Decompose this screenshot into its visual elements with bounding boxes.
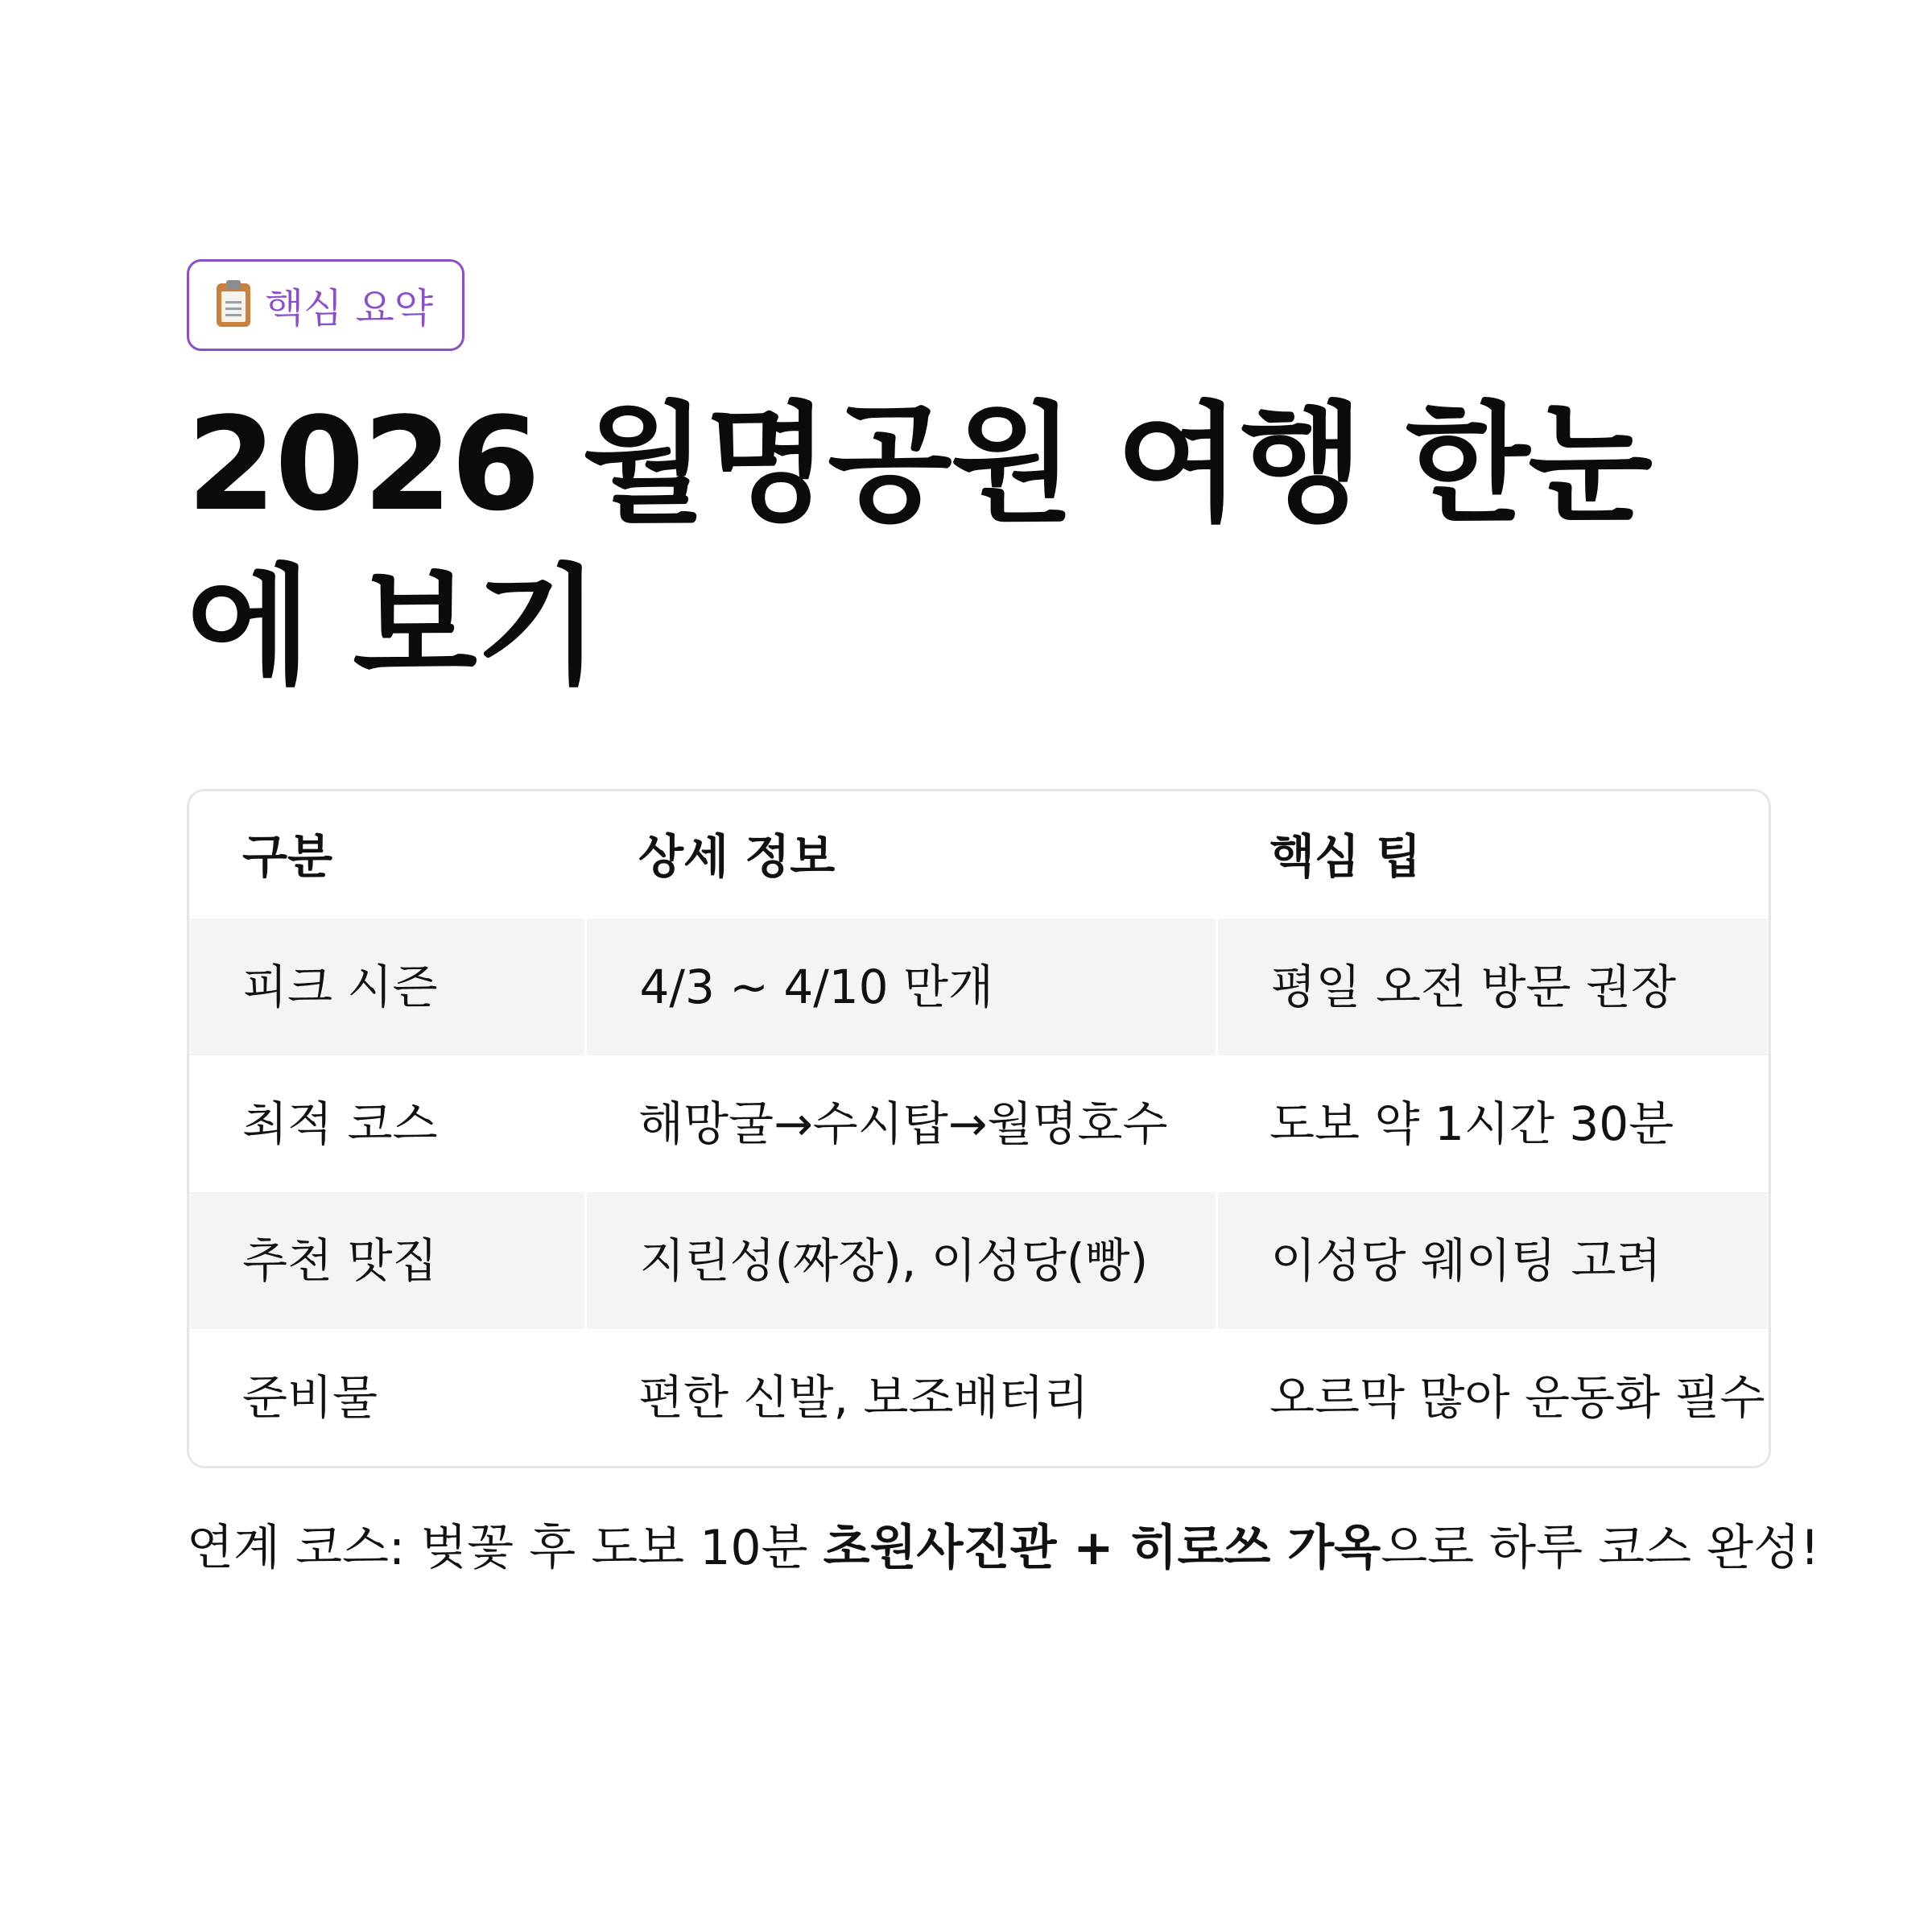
table-row [189,1192,1769,1329]
table-cell: 이성당 웨이팅 고려 [1216,1192,1769,1329]
table-cell: 평일 오전 방문 권장 [1216,919,1769,1055]
page-title: 2026 월명공원 여행 한눈에 보기 [187,389,1651,702]
table-header-row [189,791,1769,919]
summary-table [187,789,1771,1468]
footer-highlight-2: 히로쓰 가옥 [1130,1520,1381,1576]
column-header: 핵심 팁 [1216,791,1769,919]
table-row [189,1329,1769,1466]
footer-suffix: 으로 하루 코스 완성! [1381,1520,1820,1576]
footer-note [187,1512,1820,1584]
column-header: 구분 [189,791,585,919]
footer-prefix: 연계 코스: 벚꽃 후 도보 10분 [187,1520,824,1576]
table-cell: 추천 맛집 [189,1192,585,1329]
table-cell: 4/3 ~ 4/10 만개 [585,919,1216,1055]
table-cell: 도보 약 1시간 30분 [1269,1096,1674,1151]
table-cell: 해망굴→수시탑→월명호수 [638,1096,1168,1151]
footer-plus: + [1056,1520,1131,1576]
table-cell: 준비물 [242,1370,378,1425]
badge-label: 핵심 요약 [265,285,434,332]
table-cell: 최적 코스 [242,1096,438,1151]
table-cell: 지린성(짜장), 이성당(빵) [585,1192,1216,1329]
column-header: 상세 정보 [585,791,1216,919]
table-row [189,1055,1769,1192]
clipboard-icon [217,283,250,327]
footer-highlight-1: 초원사진관 [823,1520,1057,1576]
table-row [189,919,1769,1055]
table-cell: 편한 신발, 보조배터리 [638,1370,1089,1425]
table-cell: 오르막 많아 운동화 필수 [1269,1370,1765,1425]
summary-badge [187,259,464,351]
table-cell: 피크 시즌 [189,919,585,1055]
